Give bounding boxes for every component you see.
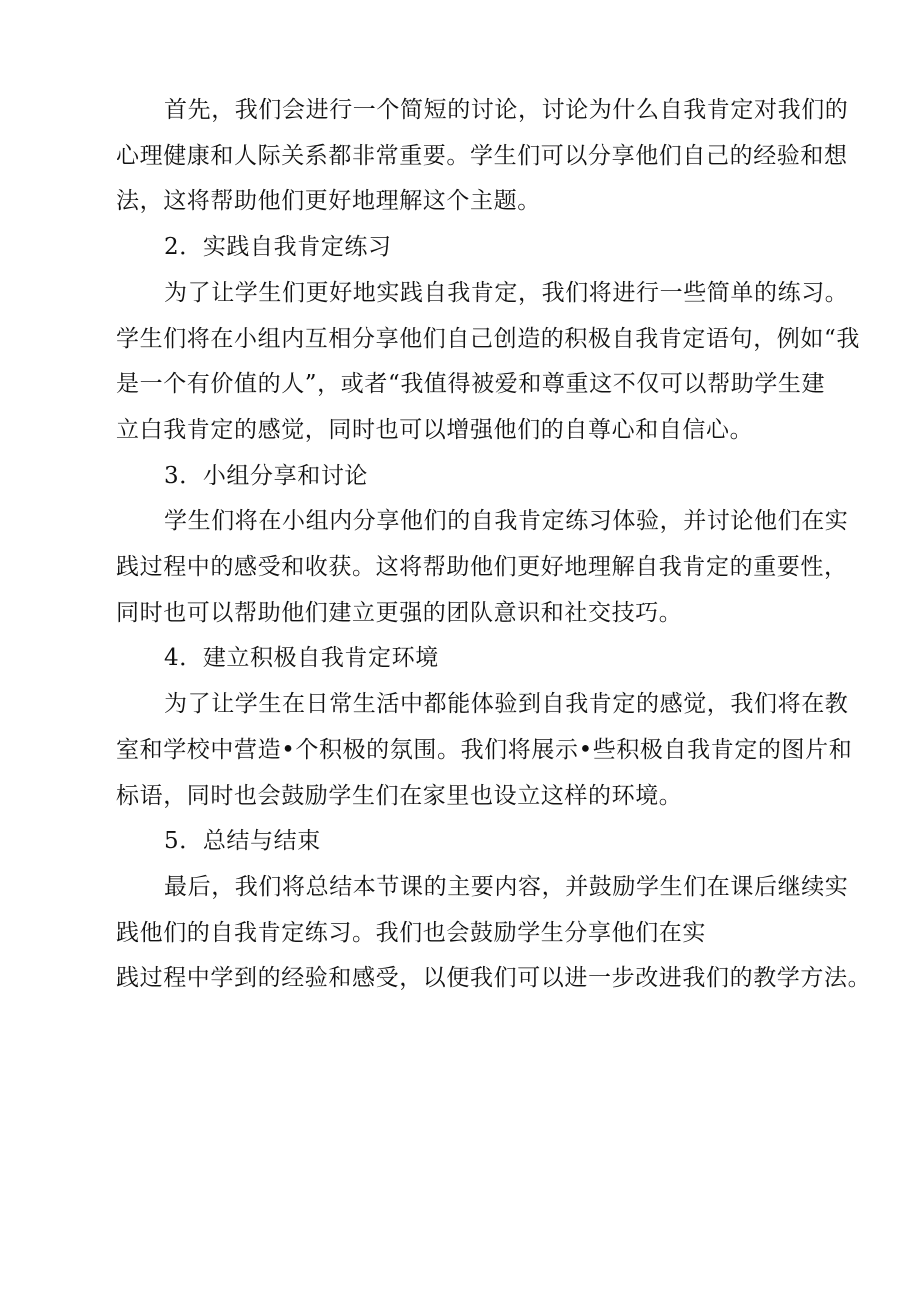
- paragraph-summary: [116, 865, 872, 1002]
- text-line: 践他们的自我肯定练习。我们也会鼓励学生分享他们在实: [116, 919, 706, 946]
- paragraph-group-share: [116, 499, 850, 636]
- text-line: 践过程中的感受和收获。这将帮助他们更好地理解自我肯定的重要性，: [116, 554, 848, 581]
- text-line: 为了让学生们更好地实践自我肯定，我们将进行一些简单的练习。: [164, 279, 849, 306]
- section-heading-4: 4．建立积极自我肯定环境: [164, 645, 439, 672]
- paragraph-environment: [116, 682, 853, 819]
- text-line: 学生们将在小组内互相分享他们自己创造的积极自我肯定语句，例如“我: [116, 325, 860, 352]
- text-line: 是一个有价值的人”，或者“我值得被爱和尊重这不仅可以帮助学生建: [116, 371, 826, 398]
- section-heading-3: 3．小组分享和讨论: [164, 462, 369, 489]
- paragraph-intro: [116, 88, 850, 225]
- text-line: 学生们将在小组内分享他们的自我肯定练习体验，并讨论他们在实: [164, 508, 849, 535]
- text-line: 心理健康和人际关系都非常重要。学生们可以分享他们自己的经验和想: [116, 142, 848, 169]
- text-line: 室和学校中营造•个积极的氛围。我们将展示•些积极自我肯定的图片和: [116, 736, 853, 763]
- paragraph-practice: [116, 271, 860, 454]
- text-line: 标语，同时也会鼓励学生们在家里也设立这样的环境。: [116, 782, 683, 809]
- text-line: 为了让学生在日常生活中都能体验到自我肯定的感觉，我们将在教: [164, 691, 849, 718]
- text-line: 同时也可以帮助他们建立更强的团队意识和社交技巧。: [116, 599, 683, 626]
- text-line: 首先，我们会进行一个简短的讨论，讨论为什么自我肯定对我们的: [164, 97, 849, 123]
- text-line: 最后，我们将总结本节课的主要内容，并鼓励学生们在课后继续实: [164, 873, 849, 900]
- section-heading-2: 2．实践自我肯定练习: [164, 234, 392, 261]
- section-heading-5: 5．总结与结束: [164, 828, 321, 855]
- text-line: 法，这将帮助他们更好地理解这个主题。: [116, 188, 541, 215]
- text-line: 立白我肯定的感觉，同时也可以增强他们的自尊心和自信心。: [116, 416, 754, 443]
- text-line: 践过程中学到的经验和感受，以便我们可以进一步改进我们的教学方法。: [116, 965, 872, 992]
